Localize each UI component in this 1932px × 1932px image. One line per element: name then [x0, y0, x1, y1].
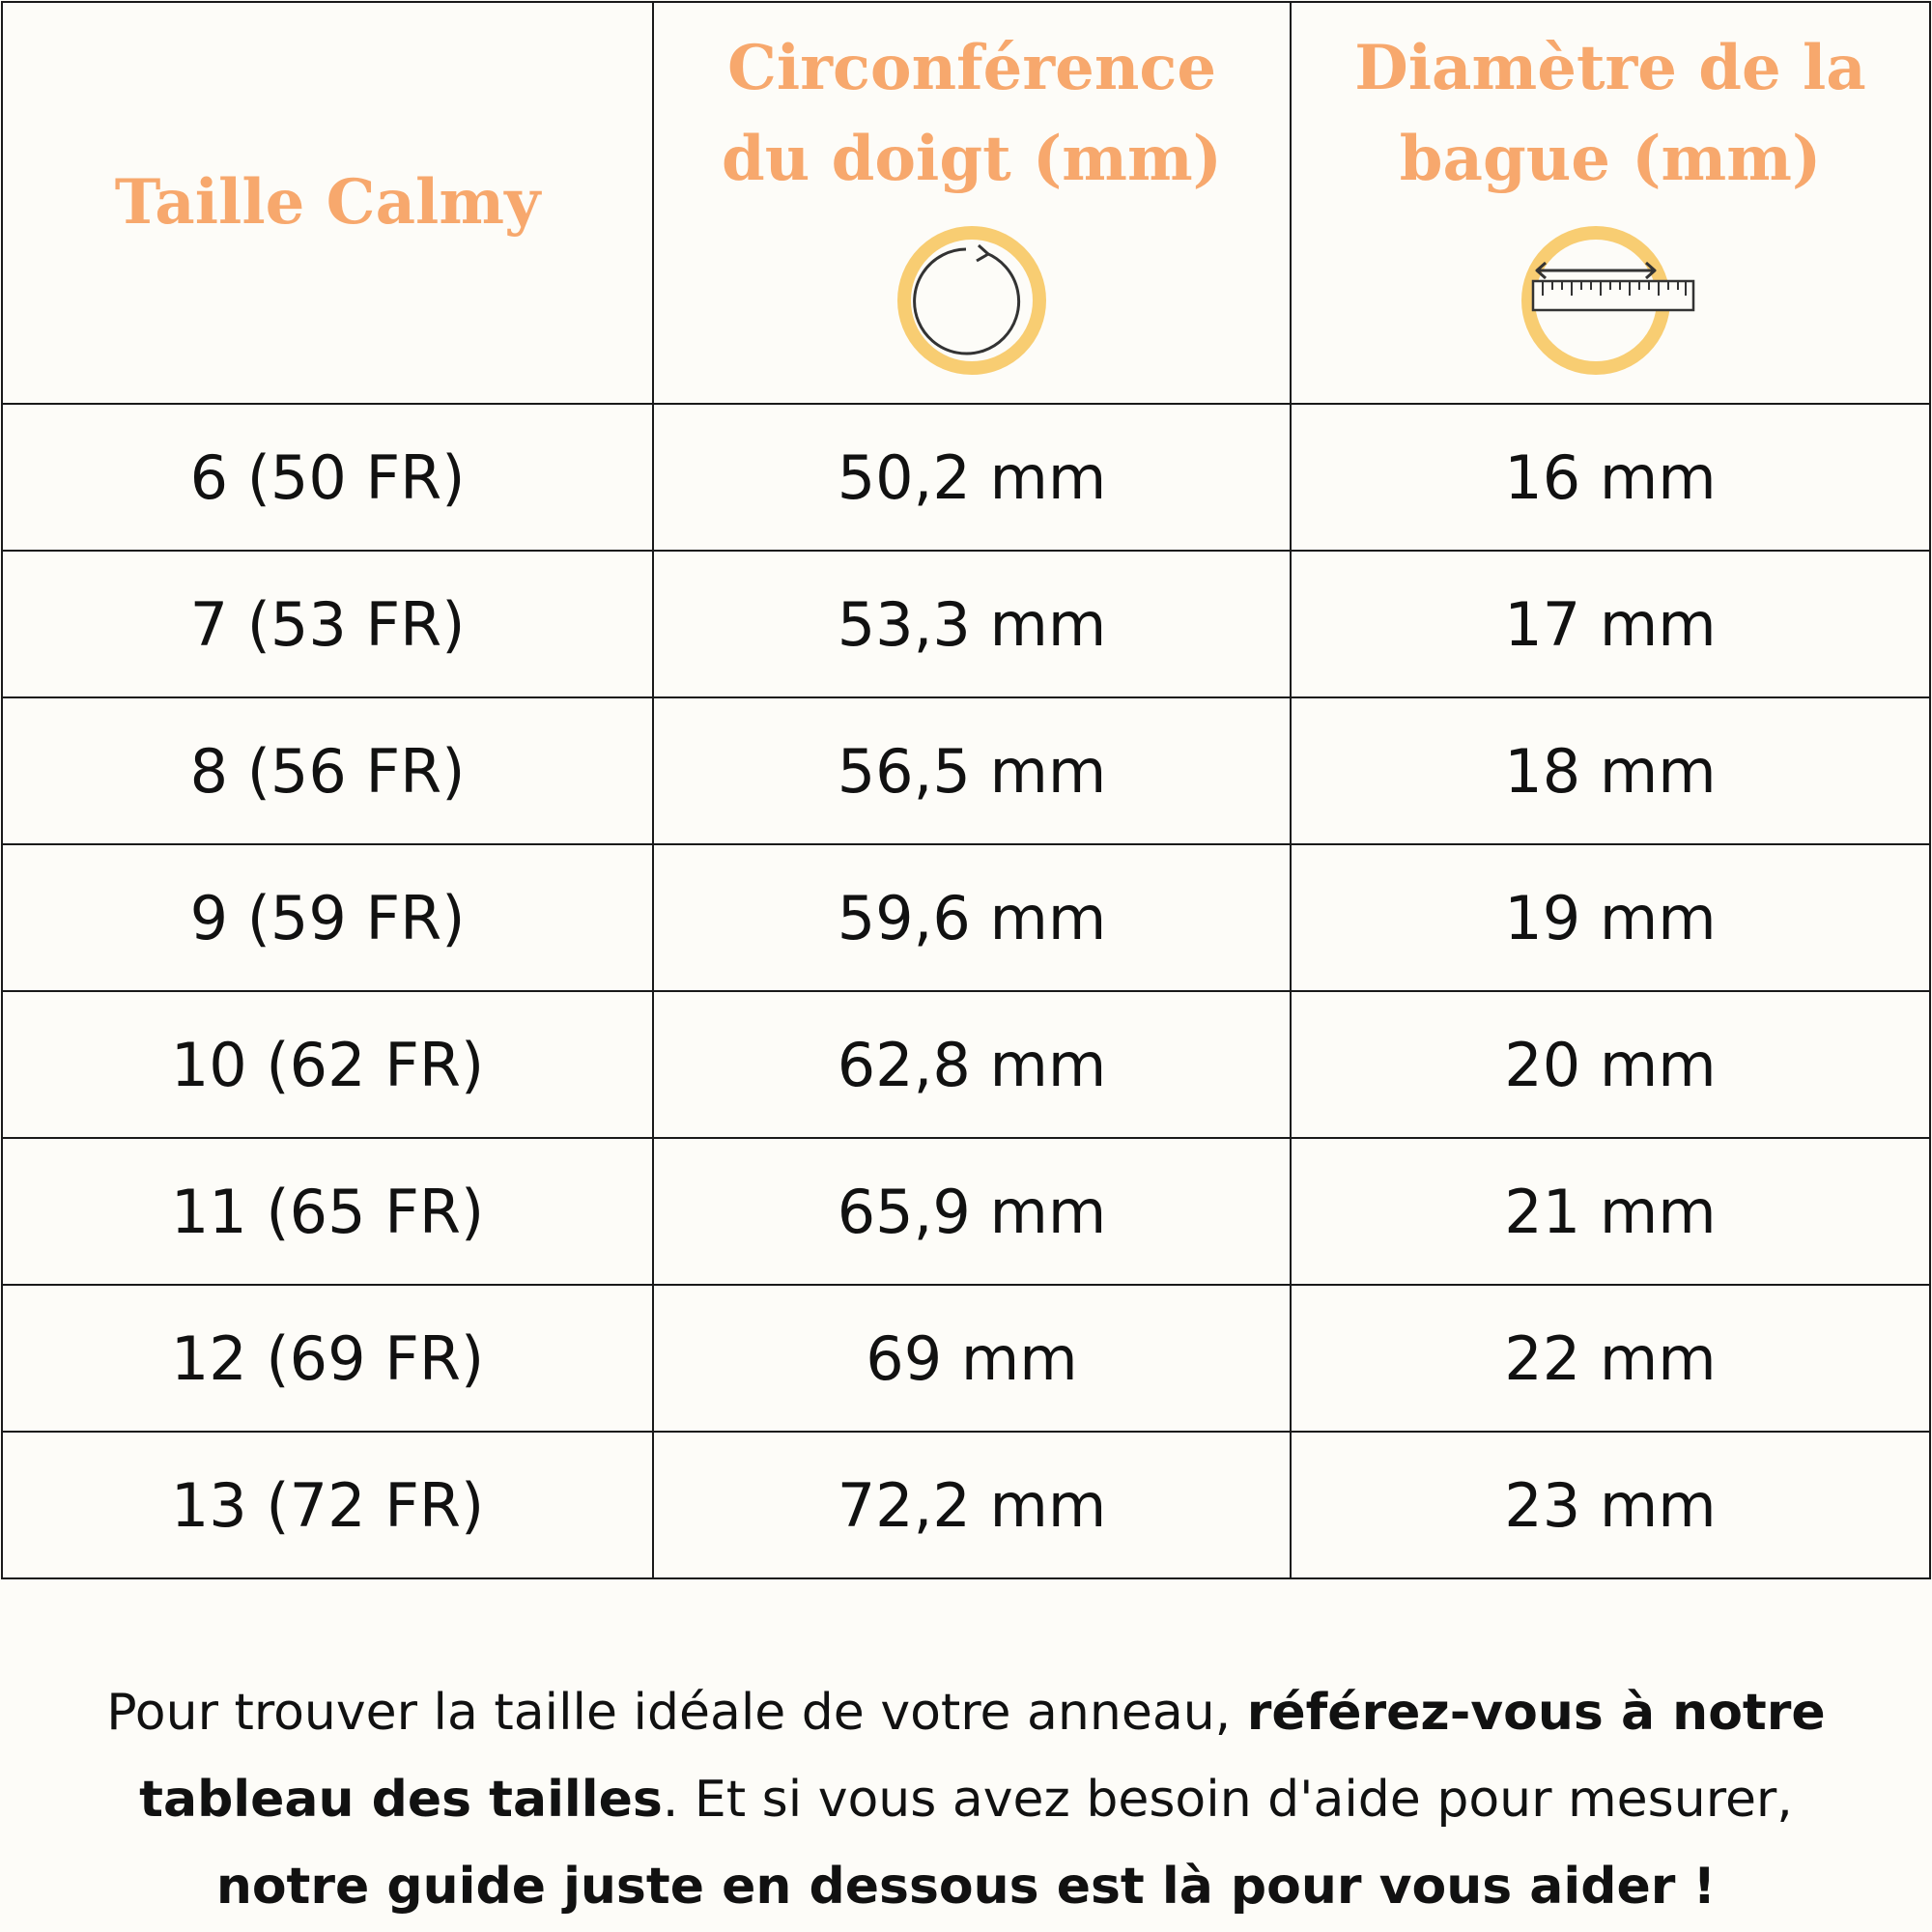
circumference-cell: 53,3 mm	[653, 551, 1291, 697]
table-row	[2, 1432, 1930, 1578]
size-cell: 10 (62 FR)	[2, 991, 653, 1138]
footer-note	[58, 1669, 1874, 1930]
table-row	[2, 844, 1930, 991]
diameter-cell: 23 mm	[1291, 1432, 1930, 1578]
diameter-cell: 17 mm	[1291, 551, 1930, 697]
table-row	[2, 1285, 1930, 1432]
table-row	[2, 404, 1930, 551]
diameter-cell: 20 mm	[1291, 991, 1930, 1138]
circumference-cell: 72,2 mm	[653, 1432, 1291, 1578]
header-diameter-label: Diamètre de la bague (mm)	[1354, 32, 1866, 195]
diameter-cell: 19 mm	[1291, 844, 1930, 991]
ring-circumference-icon	[890, 218, 1054, 383]
circumference-cell: 50,2 mm	[653, 404, 1291, 551]
diameter-cell: 21 mm	[1291, 1138, 1930, 1285]
size-cell: 9 (59 FR)	[2, 844, 653, 991]
table-row	[2, 697, 1930, 844]
header-diameter	[1291, 2, 1930, 404]
header-size	[2, 2, 653, 404]
table-row	[2, 1138, 1930, 1285]
footer-bold-2: notre guide juste en dessous est là pour vous aider !	[215, 1858, 1717, 1916]
footer-bold-1: référez-vous à notre tableau des tailles	[139, 1684, 1826, 1829]
ring-diameter-ruler-icon	[1514, 218, 1707, 383]
size-cell: 8 (56 FR)	[2, 697, 653, 844]
table-row	[2, 551, 1930, 697]
size-cell: 6 (50 FR)	[2, 404, 653, 551]
diameter-cell: 18 mm	[1291, 697, 1930, 844]
size-table	[1, 1, 1931, 1579]
circumference-cell: 69 mm	[653, 1285, 1291, 1432]
circumference-cell: 59,6 mm	[653, 844, 1291, 991]
size-cell: 11 (65 FR)	[2, 1138, 653, 1285]
size-cell: 13 (72 FR)	[2, 1432, 653, 1578]
circumference-cell: 65,9 mm	[653, 1138, 1291, 1285]
header-row	[2, 2, 1930, 404]
circumference-cell: 62,8 mm	[653, 991, 1291, 1138]
size-cell: 12 (69 FR)	[2, 1285, 653, 1432]
header-circumference	[653, 2, 1291, 404]
header-size-label: Taille Calmy	[114, 166, 541, 239]
footer-text-1: Pour trouver la taille idéale de votre anneau,	[106, 1684, 1247, 1742]
header-circumference-label: Circonférence du doigt (mm)	[722, 32, 1222, 195]
size-cell: 7 (53 FR)	[2, 551, 653, 697]
diameter-cell: 22 mm	[1291, 1285, 1930, 1432]
circumference-cell: 56,5 mm	[653, 697, 1291, 844]
diameter-cell: 16 mm	[1291, 404, 1930, 551]
table-row	[2, 991, 1930, 1138]
footer-text-2: . Et si vous avez besoin d'aide pour mesurer,	[662, 1771, 1793, 1829]
